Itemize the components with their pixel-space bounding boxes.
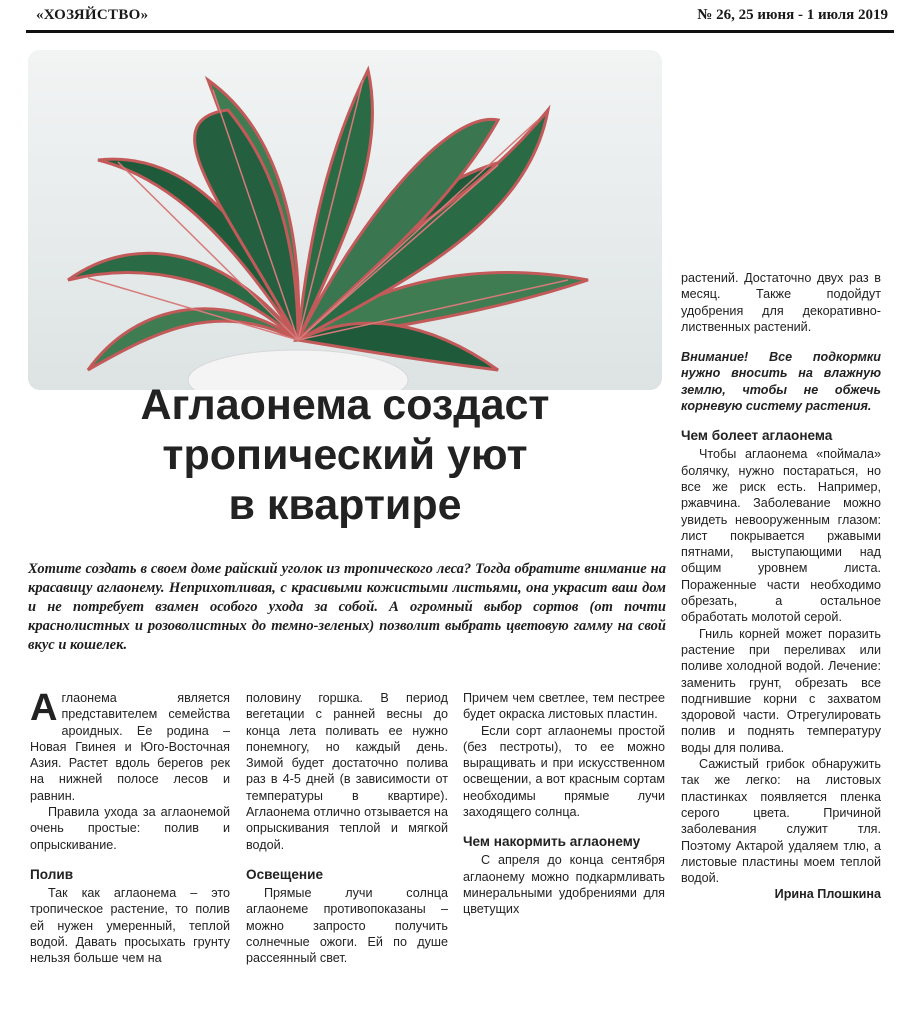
lead-paragraph: Хотите создать в своем доме райский уголок из тропического леса? Тогда обратите внимание на красавицу аглаонему. Неприхотливая, с красивыми кожистыми листьями, она украсит ваш дом и не потребует взамен особого ухода за собой. А огромный выбор сортов (от почти краснолистных и розоволистных до темно-зеленых) позволит выбрать цветовую гамму на свой вкус и кошелек. (28, 561, 666, 653)
paragraph: Чтобы аглаонема «поймала» болячку, нужно постараться, но все же риск есть. Например, ржавчина. Заболевание можно увидеть невооруженным глазом: лист покрывается ржавыми пятнами, выступающими над общим уровнем листа. Пораженные части необходимо обрезать, а остальное обработать молотой серой. (681, 447, 881, 625)
paragraph: Правила ухода за аглаонемой очень простые: полив и опрыскивание. (30, 805, 230, 852)
intro-text: глаонема является представителем семейства ароидных. Ее родина – Новая Гвинея и Юго-Восточная Азия. Растет вдоль берегов рек на нижней полосе лесов и равнин. (30, 691, 230, 803)
paragraph: Прямые лучи солнца аглаонеме противопоказаны – можно запросто получить солнечные ожоги. Ей по душе рассеянный свет. (246, 885, 448, 966)
attention-note: Внимание! Все подкормки нужно вносить на влажную землю, чтобы не обжечь корневую систему растения. (681, 350, 881, 414)
paragraph: Сажистый грибок обнаружить так же легко: на листовых пластинках появляется пленка серого цвета. Причиной заболевания служит тля. Поэтому Актарой удаляем тлю, а листовые пластины моем теплой водой. (681, 757, 881, 886)
aglaonema-plant-photo (28, 50, 662, 390)
paragraph: Гниль корней может поразить растение при переливах или поливе холодной водой. Лечение: заменить грунт, обрезать все подгнившие корни с захватом здоровой части. Отрегулировать полив и поднять температуру воды для полива. (681, 626, 881, 755)
masthead (26, 4, 894, 33)
paragraph: С апреля до конца сентября аглаонему можно подкармливать минеральными удобрениями для цветущих (463, 853, 665, 917)
column-3 (463, 690, 665, 918)
subheading-watering: Полив (30, 866, 74, 882)
headline-line-3: в квартире (228, 481, 462, 529)
section-title: «ХОЗЯЙСТВО» (36, 7, 149, 23)
paragraph: половину горшка. В период вегетации с ранней весны до конца лета поливать ее нужно понемногу, но каждый день. Зимой будет достаточно полива раз в 4-5 дней (в зависимости от температуры в квартире). Аглаонема отлично отзывается на опрыскивания теплой и мягкой водой. (246, 691, 448, 852)
paragraph: растений. Достаточно двух раз в месяц. Также подойдут удобрения для декоративно-лиственных растений. (681, 271, 881, 334)
headline-line-2: тропический уют (162, 431, 528, 479)
subheading-light: Освещение (246, 866, 324, 882)
dropcap: А (30, 687, 58, 729)
subheading-disease: Чем болеет аглаонема (681, 428, 833, 444)
column-4 (681, 270, 881, 903)
column-2 (246, 690, 448, 966)
issue-date: № 26, 25 июня - 1 июля 2019 (697, 7, 888, 23)
article-headline (30, 380, 660, 530)
paragraph: Так как аглаонема – это тропическое растение, то полив ей нужен умеренный, теплой водой. Давать просыхать грунту нельзя больше чем на (30, 885, 230, 966)
headline-line-1: Аглаонема создаст (140, 381, 550, 429)
plant-illustration (28, 50, 662, 390)
author-byline: Ирина Плошкина (774, 887, 881, 902)
subheading-feeding: Чем накормить аглаонему (463, 834, 641, 850)
paragraph: Если сорт аглаонемы простой (без пестроты), то ее можно выращивать и при искусственном освещении, а вот красным сортам необходимы прямые лучи заходящего солнца. (463, 723, 665, 820)
paragraph: Причем чем светлее, тем пестрее будет окраска листовых пластин. (463, 691, 665, 722)
column-1 (30, 687, 230, 966)
intro-paragraph (30, 687, 230, 804)
